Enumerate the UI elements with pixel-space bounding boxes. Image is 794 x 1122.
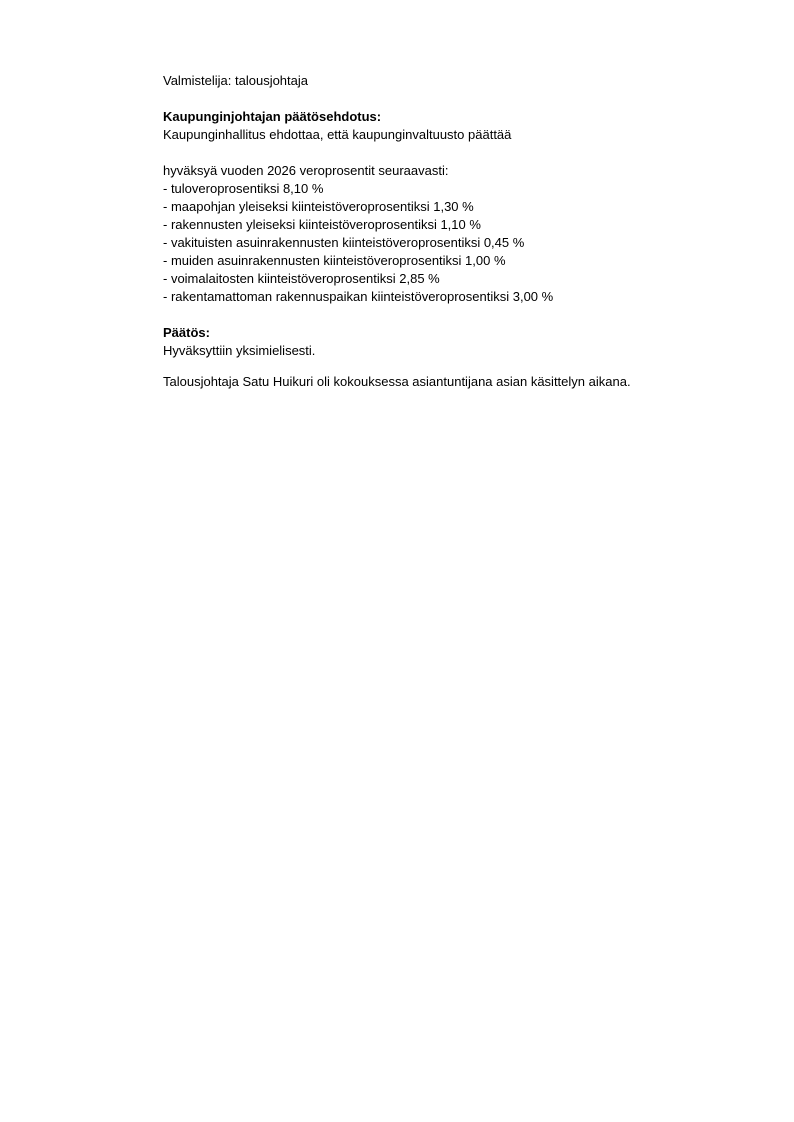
preparer-line: Valmistelija: talousjohtaja (163, 73, 308, 88)
decision-heading: Päätös: (163, 325, 210, 340)
tax-rate-item: - rakennusten yleiseksi kiinteistöveroprosentiksi 1,10 % (163, 217, 481, 232)
tax-rate-item: - maapohjan yleiseksi kiinteistöveroprosentiksi 1,30 % (163, 199, 474, 214)
tax-rate-item: - rakentamattoman rakennuspaikan kiinteistöveroprosentiksi 3,00 % (163, 289, 554, 304)
proposal-text: Kaupunginhallitus ehdottaa, että kaupunginvaltuusto päättää (163, 127, 512, 142)
tax-rate-list (163, 180, 763, 306)
proposal-heading: Kaupunginjohtajan päätösehdotus: (163, 109, 382, 124)
expert-note: Talousjohtaja Satu Huikuri oli kokouksessa asiantuntijana asian käsittelyn aikana. (163, 374, 631, 389)
intro-text: hyväksyä vuoden 2026 veroprosentit seuraavasti: (163, 163, 449, 178)
tax-rate-item: - vakituisten asuinrakennusten kiinteistöveroprosentiksi 0,45 % (163, 235, 525, 250)
tax-rate-item: - voimalaitosten kiinteistöveroprosentiksi 2,85 % (163, 271, 440, 286)
tax-rate-item: - tuloveroprosentiksi 8,10 % (163, 181, 324, 196)
decision-text: Hyväksyttiin yksimielisesti. (163, 343, 316, 358)
document-page (163, 72, 763, 391)
tax-rate-item: - muiden asuinrakennusten kiinteistöveroprosentiksi 1,00 % (163, 253, 506, 268)
